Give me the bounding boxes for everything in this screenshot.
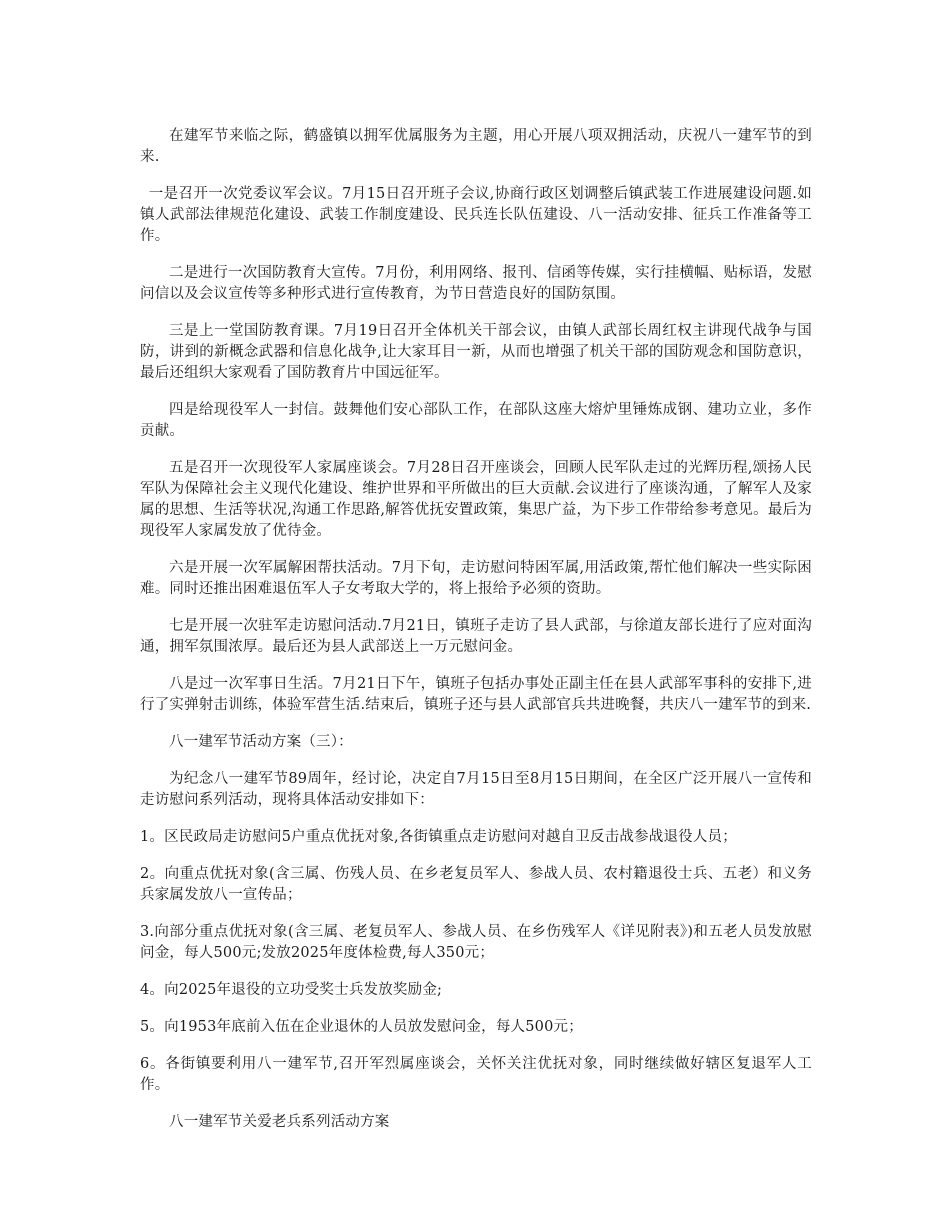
list-item-4: 4。向2025年退役的立功受奖士兵发放奖励金;: [140, 982, 443, 998]
paragraph-item-4: 四是给现役军人一封信。鼓舞他们安心部队工作，在部队这座大熔炉里锤炼成钢、建功立业，多作贡献。: [140, 402, 812, 439]
section-heading-plan-3: 八一建军节活动方案（三）：: [169, 734, 353, 750]
list-item-2: 2。向重点优抚对象(含三属、伤残人员、在乡老复员军人、参战人员、农村籍退役士兵、五老）和义务兵家属发放八一宣传品；: [140, 866, 813, 903]
list-item-1: 1。区民政局走访慰问5户重点优抚对象,各街镇重点走访慰问对越自卫反击战参战退役人员；: [140, 829, 737, 845]
document-body: [140, 126, 812, 1149]
paragraph-intro: 在建军节来临之际，鹤盛镇以拥军优属服务为主题，用心开展八项双拥活动，庆祝八一建军节的到来.: [140, 128, 812, 165]
paragraph-item-2: 二是进行一次国防教育大宣传。7月份，利用网络、报刊、信函等传媒，实行挂横幅、贴标语，发慰问信以及会议宣传等多种形式进行宣传教育，为节日营造良好的国防氛围。: [140, 265, 812, 302]
paragraph-item-1: 一是召开一次党委议军会议。7月15日召开班子会议,协商行政区划调整后镇武装工作进展建设问题.如镇人武部法律规范化建设、武装工作制度建设、民兵连长队伍建设、八一活动安排、征兵工作准备等工作。: [140, 186, 812, 244]
paragraph-plan-intro: 为纪念八一建军节89周年，经讨论，决定自7月15日至8月15日期间，在全区广泛开展八一宣传和走访慰问系列活动，现将具体活动安排如下：: [140, 771, 812, 808]
list-item-6: 6。各街镇要利用八一建军节,召开军烈属座谈会，关怀关注优抚对象，同时继续做好辖区复退军人工作。: [140, 1056, 812, 1093]
list-item-5: 5。向1953年底前入伍在企业退休的人员放发慰问金，每人500元；: [140, 1019, 583, 1035]
paragraph-item-5: 五是召开一次现役军人家属座谈会。7月28日召开座谈会，回顾人民军队走过的光辉历程,颂扬人民军队为保障社会主义现代化建设、维护世界和平所做出的巨大贡献.会议进行了座谈沟通，了解军人及家属的思想、生活等状况,沟通工作思路,解答优抚安置政策，集思广益，为下步工作带给参考意见。最后为现役军人家属发放了优待金。: [140, 460, 812, 539]
list-item-3: 3.向部分重点优抚对象(含三属、老复员军人、参战人员、在乡伤残军人《详见附表》)和五老人员发放慰问金，每人500元;发放2025年度体检费,每人350元；: [140, 924, 812, 961]
section-heading-veterans: 八一建军节关爱老兵系列活动方案: [169, 1114, 390, 1130]
paragraph-item-6: 六是开展一次军属解困帮扶活动。7月下旬，走访慰问特困军属,用活政策,帮忙他们解决一些实际困难。同时还推出困难退伍军人子女考取大学的，将上报给予必须的资助。: [140, 560, 812, 597]
paragraph-item-7: 七是开展一次驻军走访慰问活动.7月21日，镇班子走访了县人武部，与徐道友部长进行了应对面沟通，拥军氛围浓厚。最后还为县人武部送上一万元慰问金。: [140, 618, 812, 655]
paragraph-item-3: 三是上一堂国防教育课。7月19日召开全体机关干部会议，由镇人武部长周红权主讲现代战争与国防，讲到的新概念武器和信息化战争,让大家耳目一新，从而也增强了机关干部的国防观念和国防意识，最后还组织大家观看了国防教育片中国远征军。: [140, 323, 812, 381]
paragraph-item-8: 八是过一次军事日生活。7月21日下午，镇班子包括办事处正副主任在县人武部军事科的安排下,进行了实弹射击训练，体验军营生活.结束后，镇班子还与县人武部官兵共进晚餐，共庆八一建军节的到来.: [140, 676, 812, 713]
